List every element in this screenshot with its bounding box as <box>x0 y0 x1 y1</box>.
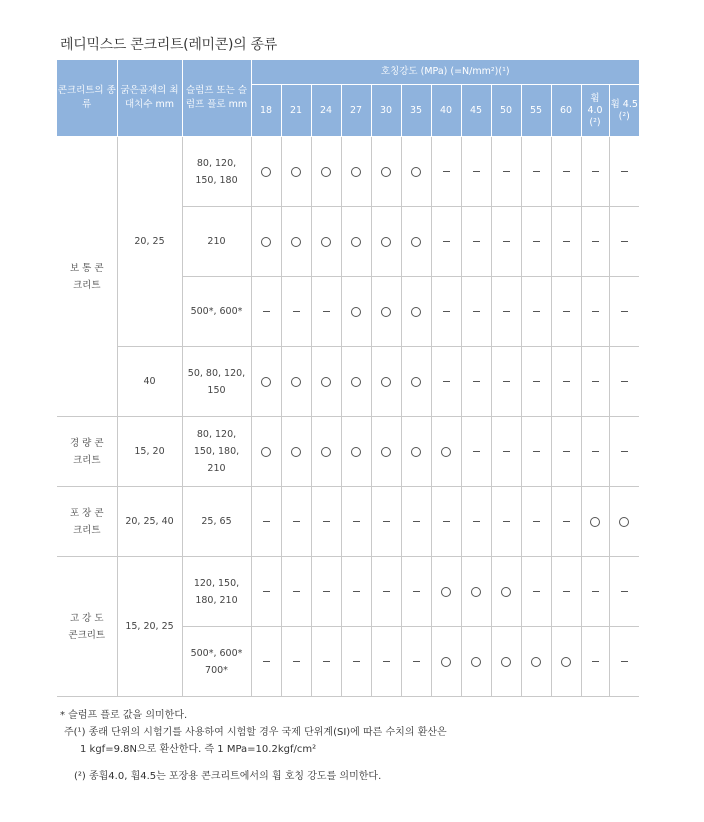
dash-icon <box>353 591 360 592</box>
circle-icon <box>619 517 629 527</box>
unavailable-mark <box>581 417 609 487</box>
unavailable-mark <box>251 627 281 697</box>
available-mark <box>371 347 401 417</box>
available-mark <box>371 277 401 347</box>
available-mark <box>281 137 311 207</box>
dash-icon <box>563 381 570 382</box>
aggregate-size-cell: 15, 20 <box>117 417 182 487</box>
header-strength-12: 휨 4.5 (²) <box>609 85 639 137</box>
available-mark <box>491 557 521 627</box>
dash-icon <box>263 521 270 522</box>
available-mark <box>609 487 639 557</box>
unavailable-mark <box>401 627 431 697</box>
header-strength-4: 30 <box>371 85 401 137</box>
unavailable-mark <box>609 627 639 697</box>
available-mark <box>341 417 371 487</box>
aggregate-size-cell: 20, 25 <box>117 137 182 347</box>
dash-icon <box>592 381 599 382</box>
circle-icon <box>411 377 421 387</box>
dash-icon <box>323 591 330 592</box>
unavailable-mark <box>491 417 521 487</box>
unavailable-mark <box>461 207 491 277</box>
circle-icon <box>471 587 481 597</box>
available-mark <box>341 137 371 207</box>
available-mark <box>281 417 311 487</box>
circle-icon <box>321 237 331 247</box>
circle-icon <box>561 657 571 667</box>
unavailable-mark <box>521 487 551 557</box>
unavailable-mark <box>341 627 371 697</box>
dash-icon <box>503 241 510 242</box>
dash-icon <box>473 171 480 172</box>
slump-cell: 500*, 600* 700* <box>182 627 251 697</box>
available-mark <box>251 207 281 277</box>
header-strength-0: 18 <box>251 85 281 137</box>
dash-icon <box>473 381 480 382</box>
concrete-type-cell: 포 장 콘크리트 <box>57 487 117 557</box>
dash-icon <box>473 451 480 452</box>
dash-icon <box>563 591 570 592</box>
dash-icon <box>413 521 420 522</box>
circle-icon <box>291 237 301 247</box>
unavailable-mark <box>461 347 491 417</box>
header-strength-6: 40 <box>431 85 461 137</box>
dash-icon <box>563 171 570 172</box>
header-strength-11: 휨 4.0 (²) <box>581 85 609 137</box>
circle-icon <box>261 447 271 457</box>
available-mark <box>551 627 581 697</box>
unavailable-mark <box>281 557 311 627</box>
note-conversion-formula: 1 kgf=9.8N으로 환산한다. 즉 1 MPa=10.2kgf/cm² <box>80 744 317 755</box>
dash-icon <box>413 661 420 662</box>
unavailable-mark <box>491 137 521 207</box>
available-mark <box>401 207 431 277</box>
unavailable-mark <box>431 207 461 277</box>
circle-icon <box>261 167 271 177</box>
dash-icon <box>353 661 360 662</box>
unavailable-mark <box>551 487 581 557</box>
unavailable-mark <box>371 557 401 627</box>
unavailable-mark <box>581 207 609 277</box>
circle-icon <box>291 447 301 457</box>
available-mark <box>371 417 401 487</box>
circle-icon <box>441 657 451 667</box>
aggregate-size-cell: 40 <box>117 347 182 417</box>
circle-icon <box>590 517 600 527</box>
unavailable-mark <box>281 277 311 347</box>
unavailable-mark <box>371 627 401 697</box>
available-mark <box>251 137 281 207</box>
circle-icon <box>441 447 451 457</box>
unavailable-mark <box>521 417 551 487</box>
circle-icon <box>291 377 301 387</box>
dash-icon <box>503 451 510 452</box>
dash-icon <box>533 241 540 242</box>
table-row <box>57 557 639 627</box>
dash-icon <box>263 591 270 592</box>
unavailable-mark <box>251 277 281 347</box>
dash-icon <box>621 311 628 312</box>
dash-icon <box>293 311 300 312</box>
unavailable-mark <box>581 347 609 417</box>
header-strength-3: 27 <box>341 85 371 137</box>
dash-icon <box>621 381 628 382</box>
dash-icon <box>533 171 540 172</box>
available-mark <box>461 557 491 627</box>
header-strength-9: 55 <box>521 85 551 137</box>
unavailable-mark <box>401 487 431 557</box>
unavailable-mark <box>581 137 609 207</box>
available-mark <box>371 137 401 207</box>
dash-icon <box>563 241 570 242</box>
circle-icon <box>381 447 391 457</box>
unavailable-mark <box>461 277 491 347</box>
circle-icon <box>321 377 331 387</box>
available-mark <box>521 627 551 697</box>
available-mark <box>581 487 609 557</box>
available-mark <box>401 277 431 347</box>
dash-icon <box>592 171 599 172</box>
header-strength-7: 45 <box>461 85 491 137</box>
unavailable-mark <box>551 277 581 347</box>
circle-icon <box>261 377 271 387</box>
note-slump-flow: * 슬럼프 플로 값을 의미한다. <box>60 710 188 721</box>
dash-icon <box>263 311 270 312</box>
dash-icon <box>293 521 300 522</box>
unavailable-mark <box>311 627 341 697</box>
available-mark <box>401 417 431 487</box>
unavailable-mark <box>551 207 581 277</box>
available-mark <box>251 347 281 417</box>
dash-icon <box>563 311 570 312</box>
dash-icon <box>383 661 390 662</box>
dash-icon <box>443 311 450 312</box>
available-mark <box>401 137 431 207</box>
unavailable-mark <box>431 487 461 557</box>
unavailable-mark <box>281 627 311 697</box>
concrete-type-cell: 경 량 콘크리트 <box>57 417 117 487</box>
unavailable-mark <box>311 487 341 557</box>
available-mark <box>341 277 371 347</box>
unavailable-mark <box>341 557 371 627</box>
unavailable-mark <box>431 137 461 207</box>
dash-icon <box>621 451 628 452</box>
unavailable-mark <box>281 487 311 557</box>
unavailable-mark <box>581 557 609 627</box>
table-row <box>57 347 639 417</box>
dash-icon <box>592 591 599 592</box>
dash-icon <box>383 591 390 592</box>
dash-icon <box>503 521 510 522</box>
unavailable-mark <box>551 137 581 207</box>
circle-icon <box>321 167 331 177</box>
unavailable-mark <box>521 207 551 277</box>
unavailable-mark <box>461 487 491 557</box>
unavailable-mark <box>609 417 639 487</box>
available-mark <box>431 417 461 487</box>
header-strength-5: 35 <box>401 85 431 137</box>
dash-icon <box>443 241 450 242</box>
table-row <box>57 487 639 557</box>
slump-cell: 210 <box>182 207 251 277</box>
dash-icon <box>621 591 628 592</box>
unavailable-mark <box>401 557 431 627</box>
dash-icon <box>473 521 480 522</box>
unavailable-mark <box>461 137 491 207</box>
unavailable-mark <box>491 347 521 417</box>
concrete-types-table <box>57 60 639 697</box>
dash-icon <box>353 521 360 522</box>
circle-icon <box>381 377 391 387</box>
slump-cell: 50, 80, 120, 150 <box>182 347 251 417</box>
circle-icon <box>411 447 421 457</box>
circle-icon <box>351 447 361 457</box>
unavailable-mark <box>431 277 461 347</box>
dash-icon <box>293 591 300 592</box>
available-mark <box>461 627 491 697</box>
unavailable-mark <box>491 487 521 557</box>
unavailable-mark <box>521 137 551 207</box>
page-title: 레디믹스드 콘크리트(레미콘)의 종류 <box>60 37 277 53</box>
unavailable-mark <box>461 417 491 487</box>
unavailable-mark <box>551 557 581 627</box>
unavailable-mark <box>521 277 551 347</box>
dash-icon <box>383 521 390 522</box>
available-mark <box>281 207 311 277</box>
dash-icon <box>473 241 480 242</box>
concrete-type-cell: 고 강 도 콘크리트 <box>57 557 117 697</box>
header-strength-8: 50 <box>491 85 521 137</box>
header-nominal-strength: 호칭강도 (MPa) (=N/mm²)(¹) <box>251 60 639 85</box>
aggregate-size-cell: 15, 20, 25 <box>117 557 182 697</box>
available-mark <box>341 347 371 417</box>
unavailable-mark <box>581 627 609 697</box>
unavailable-mark <box>551 347 581 417</box>
unavailable-mark <box>521 347 551 417</box>
unavailable-mark <box>371 487 401 557</box>
unavailable-mark <box>609 207 639 277</box>
header-strength-2: 24 <box>311 85 341 137</box>
dash-icon <box>533 521 540 522</box>
unavailable-mark <box>431 347 461 417</box>
header-aggregate-size: 굵은골재의 최대치수 mm <box>117 60 182 137</box>
dash-icon <box>592 311 599 312</box>
dash-icon <box>503 171 510 172</box>
dash-icon <box>592 451 599 452</box>
dash-icon <box>533 451 540 452</box>
dash-icon <box>323 311 330 312</box>
dash-icon <box>533 381 540 382</box>
header-slump: 슬럼프 또는 슬럼프 플로 mm <box>182 60 251 137</box>
unavailable-mark <box>551 417 581 487</box>
circle-icon <box>351 307 361 317</box>
header-strength-1: 21 <box>281 85 311 137</box>
footnotes <box>60 707 447 785</box>
available-mark <box>431 627 461 697</box>
unavailable-mark <box>491 207 521 277</box>
dash-icon <box>592 661 599 662</box>
circle-icon <box>411 307 421 317</box>
unavailable-mark <box>609 557 639 627</box>
dash-icon <box>533 591 540 592</box>
unavailable-mark <box>251 557 281 627</box>
circle-icon <box>321 447 331 457</box>
available-mark <box>341 207 371 277</box>
unavailable-mark <box>581 277 609 347</box>
circle-icon <box>411 167 421 177</box>
slump-cell: 500*, 600* <box>182 277 251 347</box>
circle-icon <box>381 237 391 247</box>
circle-icon <box>291 167 301 177</box>
dash-icon <box>621 661 628 662</box>
dash-icon <box>413 591 420 592</box>
concrete-type-cell: 보 통 콘크리트 <box>57 137 117 417</box>
dash-icon <box>503 381 510 382</box>
circle-icon <box>351 237 361 247</box>
unavailable-mark <box>609 347 639 417</box>
circle-icon <box>351 167 361 177</box>
available-mark <box>431 557 461 627</box>
unavailable-mark <box>341 487 371 557</box>
dash-icon <box>443 521 450 522</box>
slump-cell: 80, 120, 150, 180 <box>182 137 251 207</box>
unavailable-mark <box>521 557 551 627</box>
dash-icon <box>563 451 570 452</box>
aggregate-size-cell: 20, 25, 40 <box>117 487 182 557</box>
dash-icon <box>592 241 599 242</box>
slump-cell: 120, 150, 180, 210 <box>182 557 251 627</box>
dash-icon <box>443 171 450 172</box>
available-mark <box>311 417 341 487</box>
available-mark <box>311 137 341 207</box>
available-mark <box>491 627 521 697</box>
dash-icon <box>621 241 628 242</box>
table-row <box>57 417 639 487</box>
dash-icon <box>443 381 450 382</box>
unavailable-mark <box>251 487 281 557</box>
table-row <box>57 137 639 207</box>
note-unit-conversion: 주(¹) 종래 단위의 시험기를 사용하여 시험할 경우 국제 단위계(SI)에 따른 수치의 환산은 <box>64 727 447 738</box>
unavailable-mark <box>609 137 639 207</box>
note-flexural-strength: (²) 종휨4.0, 휨4.5는 포장용 콘크리트에서의 휨 호칭 강도를 의미한다. <box>74 771 382 782</box>
dash-icon <box>503 311 510 312</box>
slump-cell: 25, 65 <box>182 487 251 557</box>
unavailable-mark <box>311 277 341 347</box>
dash-icon <box>563 521 570 522</box>
circle-icon <box>501 657 511 667</box>
circle-icon <box>411 237 421 247</box>
available-mark <box>311 347 341 417</box>
dash-icon <box>293 661 300 662</box>
circle-icon <box>531 657 541 667</box>
unavailable-mark <box>311 557 341 627</box>
unavailable-mark <box>491 277 521 347</box>
dash-icon <box>473 311 480 312</box>
slump-cell: 80, 120, 150, 180, 210 <box>182 417 251 487</box>
dash-icon <box>323 661 330 662</box>
circle-icon <box>471 657 481 667</box>
unavailable-mark <box>609 277 639 347</box>
circle-icon <box>501 587 511 597</box>
circle-icon <box>381 167 391 177</box>
circle-icon <box>351 377 361 387</box>
dash-icon <box>263 661 270 662</box>
dash-icon <box>533 311 540 312</box>
header-concrete-type: 콘크리트의 종류 <box>57 60 117 137</box>
available-mark <box>281 347 311 417</box>
available-mark <box>311 207 341 277</box>
available-mark <box>401 347 431 417</box>
circle-icon <box>261 237 271 247</box>
dash-icon <box>621 171 628 172</box>
available-mark <box>371 207 401 277</box>
header-strength-10: 60 <box>551 85 581 137</box>
circle-icon <box>381 307 391 317</box>
dash-icon <box>323 521 330 522</box>
available-mark <box>251 417 281 487</box>
circle-icon <box>441 587 451 597</box>
